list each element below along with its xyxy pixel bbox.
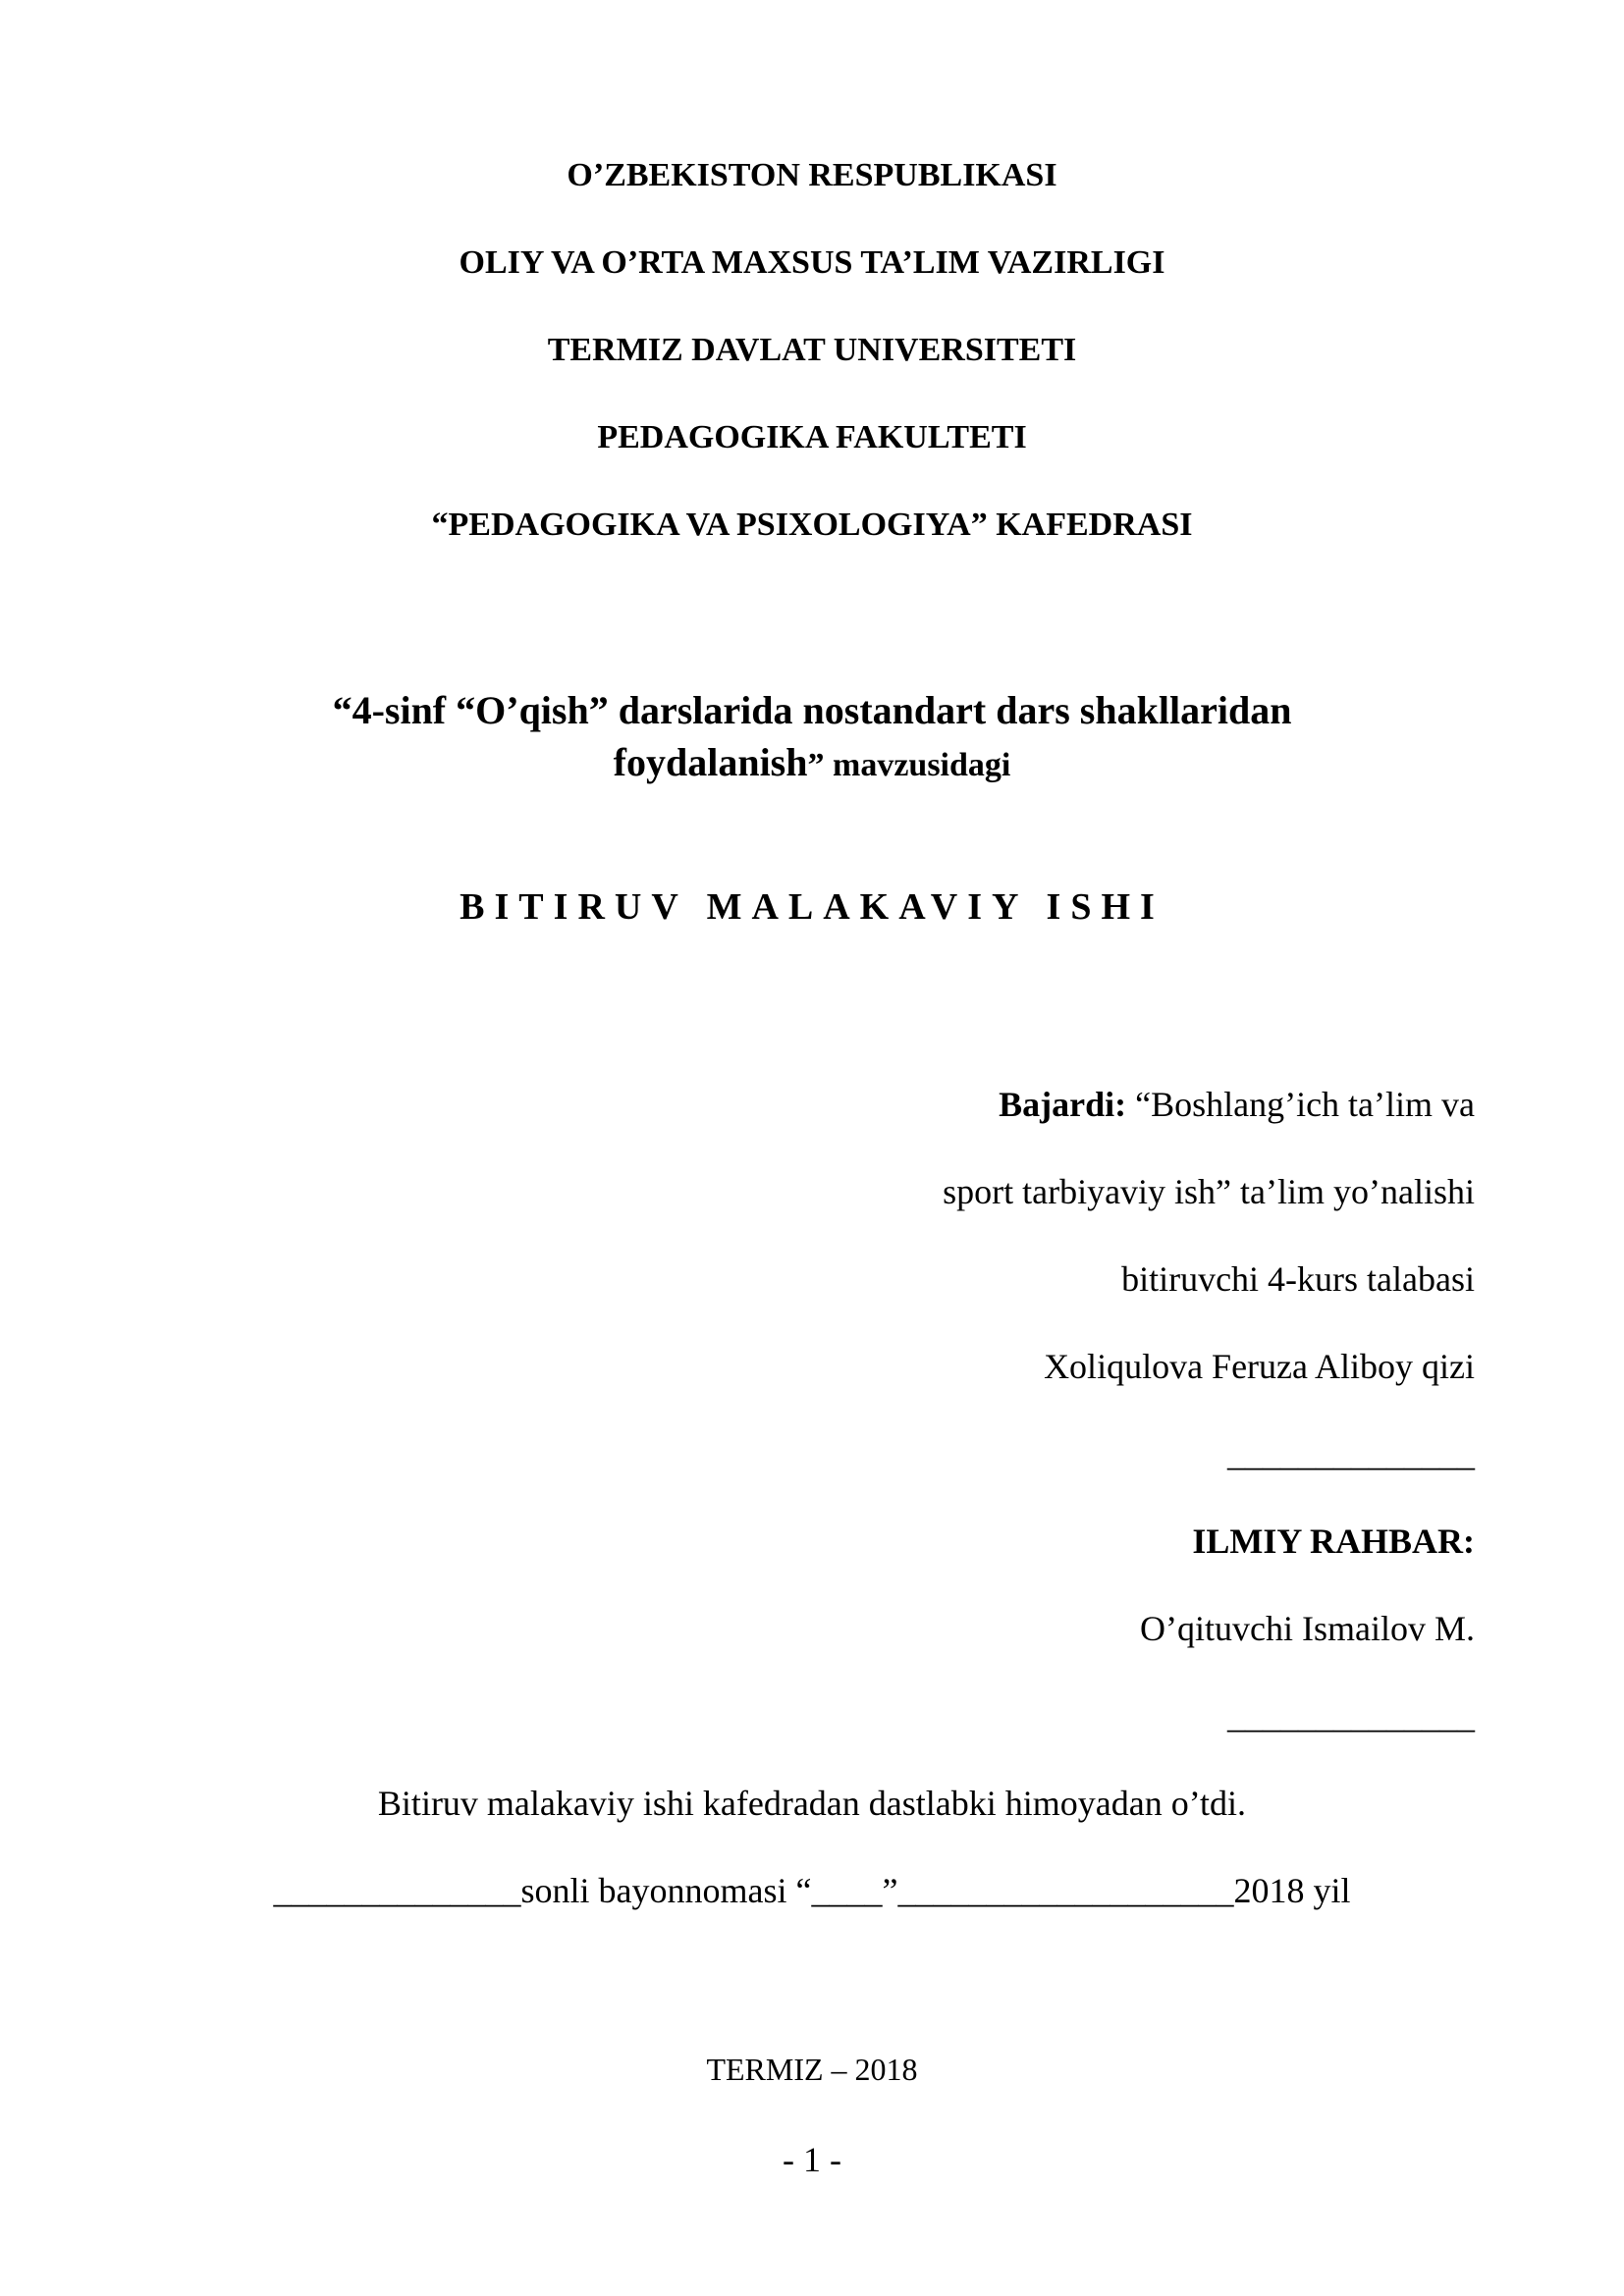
department-name: “PEDAGOGIKA VA PSIXOLOGIYA” KAFEDRASI: [431, 507, 1193, 543]
defense-statement: Bitiruv malakaviy ishi kafedradan dastlabki himoyadan o’tdi.: [377, 1784, 1247, 1823]
author-name: Xoliqulova Feruza Aliboy qizi: [1044, 1347, 1475, 1386]
page-number: - 1 -: [783, 2140, 841, 2179]
country-name: O’ZBEKISTON RESPUBLIKASI: [567, 157, 1057, 193]
author-line-2: sport tarbiyaviy ish” ta’lim yo’nalishi: [943, 1172, 1475, 1211]
ministry-name: OLIY VA O’RTA MAXSUS TA’LIM VAZIRLIGI: [459, 244, 1165, 281]
topic-line-1: “4-sinf “O’qish” darslarida nostandart dars shakllaridan: [332, 688, 1292, 732]
author-line-1-rest: “Boshlang’ich ta’lim va: [1126, 1085, 1475, 1124]
author-label: Bajardi:: [999, 1085, 1127, 1124]
city-year: TERMIZ – 2018: [706, 2052, 918, 2087]
supervisor-signature-line: ______________: [1227, 1696, 1475, 1735]
faculty-name: PEDAGOGIKA FAKULTETI: [597, 419, 1027, 455]
document-type-title: BITIRUV MALAKAVIY ISHI: [460, 886, 1164, 928]
author-line-1: [999, 1084, 1475, 1125]
supervisor-label: ILMIY RAHBAR:: [1192, 1522, 1475, 1561]
author-signature-line: ______________: [1227, 1434, 1475, 1473]
university-name: TERMIZ DAVLAT UNIVERSITETI: [547, 332, 1077, 368]
topic-line-2-main: foydalanish: [613, 740, 808, 784]
topic-line-2: [0, 739, 1624, 785]
author-line-3: bitiruvchi 4-kurs talabasi: [1121, 1259, 1475, 1299]
topic-line-2-tail: ” mavzusidagi: [807, 747, 1011, 783]
protocol-line: ______________sonli bayonnomasi “____”___________________2018 yil: [273, 1871, 1351, 1910]
supervisor-name: O’qituvchi Ismailov M.: [1140, 1609, 1475, 1648]
